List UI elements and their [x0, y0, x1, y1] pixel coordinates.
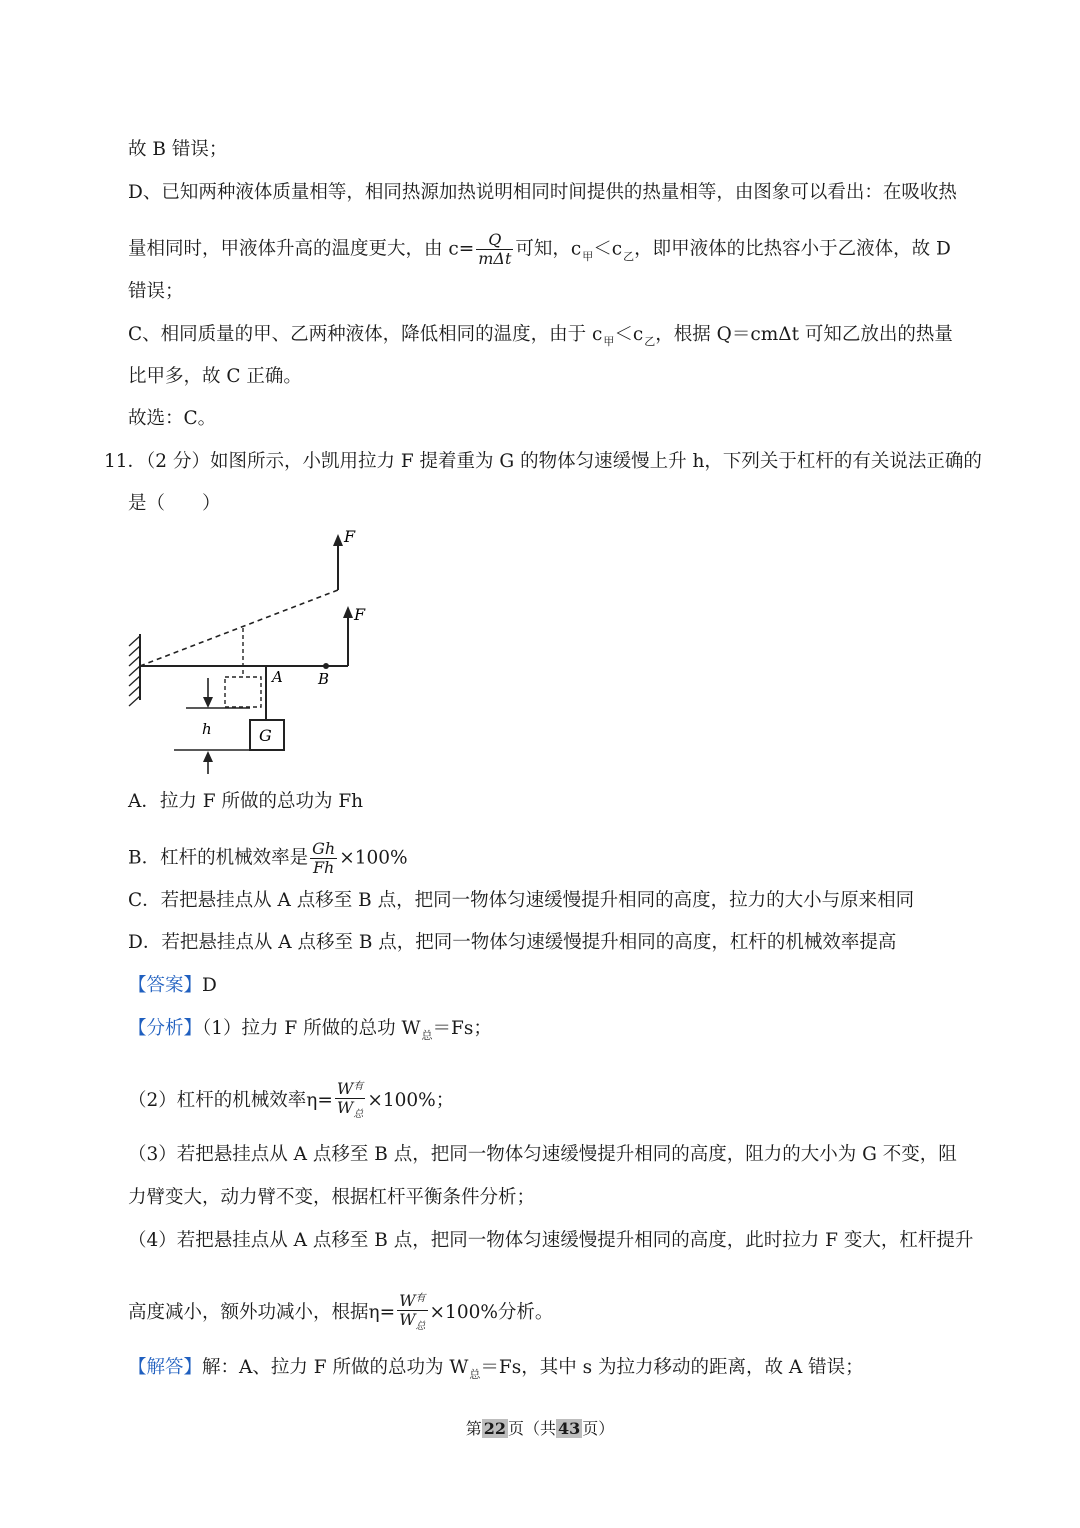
formula-fraction: $\frac{W^有}{W_总}$: [397, 1290, 427, 1336]
option-c: C．若把悬挂点从 A 点移至 B 点，把同一物体匀速缓慢提升相同的高度，拉力的大小与原来相同: [128, 890, 915, 911]
formula-fraction: $\frac{Gh}{Fh}$: [312, 839, 336, 877]
text-line: 错误；: [128, 281, 184, 302]
label-b: B: [318, 670, 330, 688]
page-total: 43: [558, 1419, 581, 1438]
raised-lever-dashed: [140, 590, 338, 666]
option-a: A．拉力 F 所做的总功为 Fh: [128, 791, 364, 812]
dashed-box: [225, 677, 261, 707]
arrow-up-icon: [343, 606, 353, 618]
wall-hatching: [129, 636, 140, 706]
label-g: G: [259, 726, 272, 745]
text-line: 量相同时，甲液体升高的温度更大，由 c= $\frac{Q}{\text{mΔt}}$ 可知，$c_甲<c_乙$，即甲液体的比热容小于乙液体，故 D: [128, 230, 951, 268]
text-line: D、已知两种液体质量相等，相同热源加热说明相同时间提供的热量相等，由图象可以看出：在吸收热: [128, 182, 957, 203]
question-11-stem: 11．（2 分）如图所示，小凯用拉力 F 提着重为 G 的物体匀速缓慢上升 h，下列关于杠杆的有关说法正确的: [104, 451, 982, 472]
arrow-up-icon: [203, 751, 213, 762]
text-line: C、相同质量的甲、乙两种液体，降低相同的温度，由于 $c_甲<c_乙$，根据 Q＝cmΔt 可知乙放出的热量: [128, 324, 953, 348]
lever-diagram: [120, 522, 380, 777]
solution-tag: 【解答】: [128, 1357, 203, 1378]
analysis-line: （3）若把悬挂点从 A 点移至 B 点，把同一物体匀速缓慢提升相同的高度，阻力的大小为 G 不变，阻: [128, 1144, 957, 1165]
label-a: A: [272, 668, 283, 686]
page-number: 22: [483, 1419, 506, 1438]
option-d: D．若把悬挂点从 A 点移至 B 点，把同一物体匀速缓慢提升相同的高度，杠杆的机械效率提高: [128, 932, 897, 953]
formula-fraction: $\frac{Q}{\text{mΔt}}$: [478, 230, 512, 268]
point-b-dot: [323, 663, 329, 669]
text-line: 故选：C。: [128, 408, 217, 429]
label-f-right: F: [354, 605, 366, 624]
label-h: h: [202, 720, 212, 738]
analysis-line: 【分析】（1）拉力 F 所做的总功 $W_总=Fs$；: [128, 1018, 492, 1042]
arrow-up-icon: [333, 534, 343, 546]
answer-tag: 【答案】: [128, 975, 203, 996]
solution-line: 【解答】解：A、拉力 F 所做的总功为 $W_总=Fs$，其中 s 为拉力移动的距离，故 A 错误；: [128, 1357, 864, 1381]
question-11-stem: 是（ ）: [128, 493, 221, 514]
text-line: 故 B 错误；: [128, 139, 228, 160]
label-f-top: F: [344, 527, 356, 546]
option-b: B．杠杆的机械效率是 $\frac{Gh}{Fh}$ ×100%: [128, 839, 408, 877]
text-line: 比甲多，故 C 正确。: [128, 366, 302, 387]
formula-fraction: $\frac{W^有}{W_总}$: [335, 1078, 365, 1124]
analysis-line: 力臂变大，动力臂不变，根据杠杆平衡条件分析；: [128, 1187, 536, 1208]
analysis-tag: 【分析】: [128, 1018, 203, 1039]
analysis-line: （4）若把悬挂点从 A 点移至 B 点，把同一物体匀速缓慢提升相同的高度，此时拉力 F 变大，杠杆提升: [128, 1230, 974, 1251]
arrow-down-icon: [203, 697, 213, 708]
page-footer: 第 22 页（共 43 页）: [465, 1419, 615, 1438]
analysis-line: 高度减小，额外功减小，根据η= $\frac{W^有}{W_总}$ ×100%分析。: [128, 1290, 553, 1336]
answer-line: 【答案】D: [128, 975, 217, 996]
analysis-line: （2）杠杆的机械效率η= $\frac{W^有}{W_总}$ ×100%；: [128, 1078, 454, 1124]
